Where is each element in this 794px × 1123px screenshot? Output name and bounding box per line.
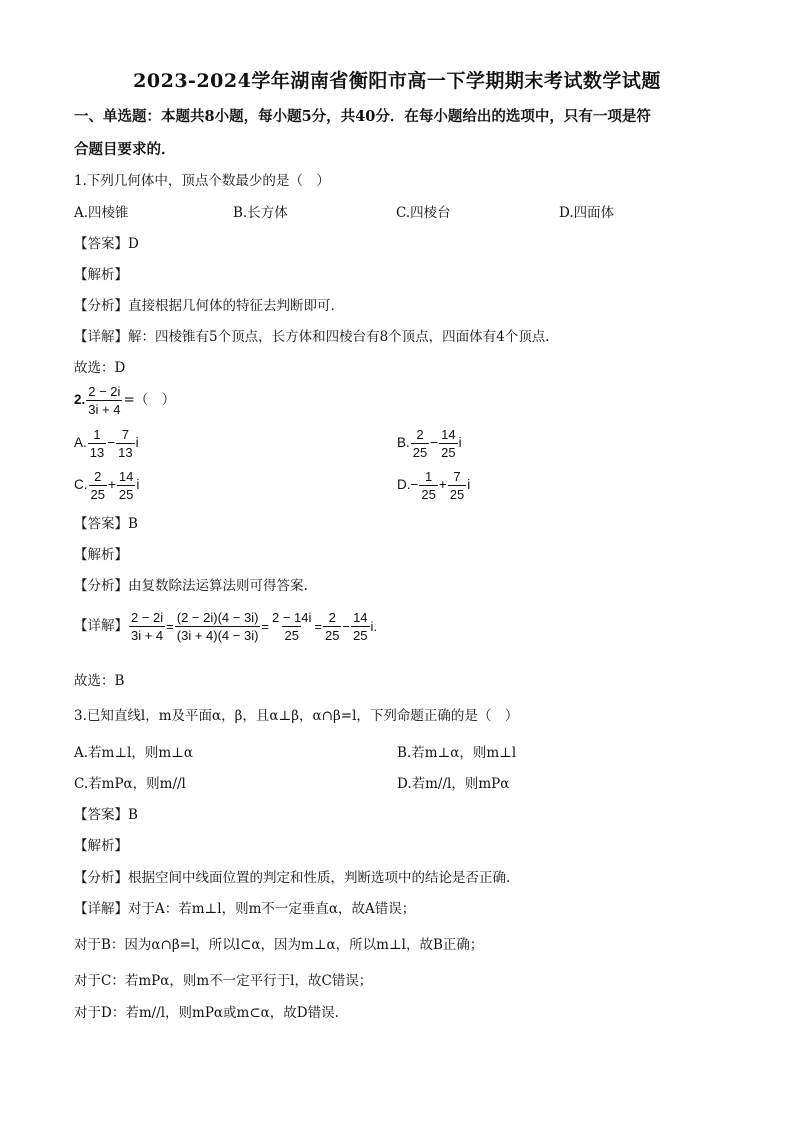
q3-option-b: B.若m⊥α，则m⊥l <box>397 745 517 761</box>
q1-option-b: B.长方体 <box>233 205 288 221</box>
q2-fenxi: 【分析】由复数除法运算法则可得答案. <box>74 578 308 594</box>
q2-stem: 2. $\frac{2 - 2i}{3i + 4}$ =（ ） <box>74 384 176 417</box>
q3-option-a: A.若m⊥l，则m⊥α <box>74 745 193 761</box>
q2-option-b: B. $\frac{2}{25}$ − $\frac{14}{25}$ i <box>397 427 462 460</box>
q3-fenxi: 【分析】根据空间中线面位置的判定和性质，判断选项中的结论是否正确. <box>74 870 511 886</box>
q3-detail-2: 对于B：因为α∩β=l，所以l⊂α，因为m⊥α，所以m⊥l，故B正确； <box>74 937 484 953</box>
q1-option-a: A.四棱锥 <box>74 205 129 221</box>
q2-answer: 【答案】B <box>74 516 138 532</box>
q2-option-d: D.− $\frac{1}{25}$ + $\frac{7}{25}$ i <box>397 469 471 502</box>
q3-detail-1: 【详解】对于A：若m⊥l，则m不一定垂直α，故A错误； <box>74 901 416 917</box>
section-heading-line2: 合题目要求的． <box>74 141 176 158</box>
q3-jiexi: 【解析】 <box>74 838 128 854</box>
q2-option-c: C. $\frac{2}{25}$ + $\frac{14}{25}$ i <box>74 469 140 502</box>
q2-stem-fraction: $\frac{2 - 2i}{3i + 4}$ <box>88 384 121 417</box>
q2-option-a: A. $\frac{1}{13}$ − $\frac{7}{13}$ i <box>74 427 139 460</box>
q2-jiexi: 【解析】 <box>74 547 128 563</box>
q3-option-d: D.若m//l，则mPα <box>397 776 510 792</box>
q2-xiangjie: 【详解】 $\frac{2 - 2i}{3i + 4}$ = $\frac{(2 - 2i)(4 - 3i)}{(3i + 4)(4 - 3i)}$ = $\frac{2 - 14i}{25}$ = $\frac{2}{25}$ − $\frac{14}{25}$ i . <box>74 610 378 643</box>
q1-xiangjie: 【详解】解：四棱锥有5个顶点，长方体和四棱台有8个顶点，四面体有4个顶点． <box>74 329 559 345</box>
q2-guxuan: 故选：B <box>74 673 125 689</box>
q1-fenxi: 【分析】直接根据几何体的特征去判断即可． <box>74 298 344 314</box>
q1-answer: 【答案】D <box>74 236 139 252</box>
q2-calculation: $\frac{2 - 2i}{3i + 4}$ = $\frac{(2 - 2i)(4 - 3i)}{(3i + 4)(4 - 3i)}$ = $\frac{2 - 14i}{25}$ = $\frac{2}{25}$ − $\frac{14}{25}$ i . <box>131 610 378 643</box>
q1-stem: 1.下列几何体中，顶点个数最少的是（ ） <box>74 173 330 189</box>
page-title: 2023-2024学年湖南省衡阳市高一下学期期末考试数学试题 <box>133 70 661 92</box>
q1-jiexi: 【解析】 <box>74 267 128 283</box>
q3-detail-3: 对于C：若mPα，则m不一定平行于l，故C错误； <box>74 973 373 989</box>
q1-option-d: D.四面体 <box>559 205 615 221</box>
q3-option-c: C.若mPα，则m//l <box>74 776 186 792</box>
q1-option-c: C.四棱台 <box>396 205 451 221</box>
q3-detail-4: 对于D：若m//l，则mPα或m⊂α，故D错误. <box>74 1005 339 1021</box>
section-heading-line1: 一、单选题：本题共8小题，每小题5分，共40分．在每小题给出的选项中，只有一项是符 <box>74 108 651 125</box>
q1-guxuan: 故选：D <box>74 360 126 376</box>
q3-stem: 3.已知直线l，m及平面α，β，且α⊥β，α∩β=l，下列命题正确的是（ ） <box>74 708 519 724</box>
q3-answer: 【答案】B <box>74 807 138 823</box>
